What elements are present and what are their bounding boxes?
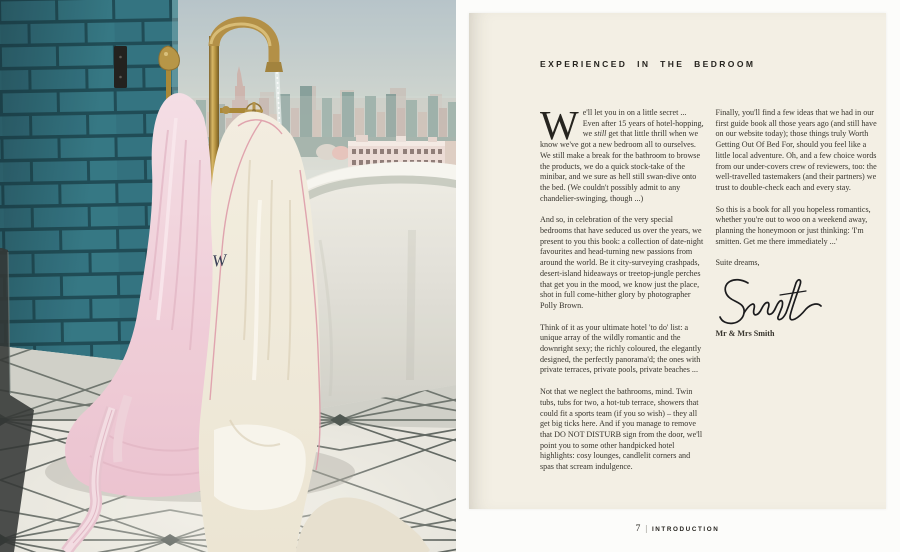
signature-smith <box>714 273 824 325</box>
paragraph-1: We'll let you in on a little secret ... Even after 15 years of hotel-hopping, we still get that little thrill when we know we've got a new bedroom all to ourselves. We still make a break for the bathroom to browse the products, we do a quick stock-take of the minibar, and we sure as hell still swan-dive onto the bed. (We couldn't possibly admit to any chandelier-swinging, though ...) <box>540 102 704 203</box>
page-number: 7 <box>635 524 641 534</box>
footer-divider: | <box>645 524 647 533</box>
page-footer <box>469 518 886 536</box>
paragraph-2: And so, in celebration of the very special bedrooms that have seduced us over the years, we present to you this book: a collection of date-night favourites and head-turning new passions from around the world. Be it city-surveying crashpads, desert-island hideaways or treetop-jungle perches that get you in the mood, we know just the place, shot in full come-hither glory by photographer Polly Brown. <box>540 215 704 310</box>
section-label: INTRODUCTION <box>651 526 720 533</box>
paragraph-4: Not that we neglect the bathrooms, mind. Twin tubs, tubs for two, a hot-tub terrace, showers that could fit a sports team (if you so wish) – they all get big ticks here. And if you manage to remove that DO NOT DISTURB sign from the door, we'll point you to some other handpicked hotel highlights: cosy lounges, candlelit corners and spas that scream indulgence. <box>540 387 703 472</box>
chapter-heading: EXPERIENCED IN THE BEDROOM <box>540 59 756 69</box>
paragraph-6: So this is a book for all you hopeless romantics, whether you're out to woo on a weekend away, planning the honeymoon or just thinking: 'I'm smitten. Get me there immediately ...' <box>715 204 871 246</box>
robe-monogram: W <box>211 250 228 271</box>
text-column-right <box>716 108 881 484</box>
closing-line: Suite dreams, <box>715 258 760 268</box>
author-signoff: Mr & Mrs Smith <box>715 329 775 339</box>
text-column-left <box>540 102 705 484</box>
paragraph-5: Finally, you'll find a few ideas that we had in our first guide book all those years ago (and still have on our website today); those things truly Worth Getting Out Of Bed For, should you feel like a little local adventure. Oh, and a few choice words from our under-covers crew of reviewers, too: the well-travelled tastemakers (and their partners) we trust to double-check each and every stay. <box>715 108 877 192</box>
drop-cap: W <box>540 102 579 148</box>
paragraph-3: Think of it as your ultimate hotel 'to do' list: a unique array of the wildly romantic and the downright sexy; the richly coloured, the elegantly designed, the perfectly panorama'd; the ones with private terraces, private pools, private beaches ... <box>540 322 702 375</box>
right-page <box>469 13 886 509</box>
body-text <box>540 102 880 484</box>
signature-script <box>714 273 824 325</box>
